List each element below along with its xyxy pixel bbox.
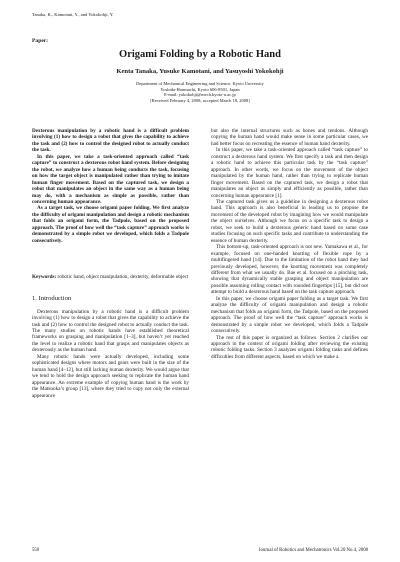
running-head: Tanaka, K., Kamotani, Y., and Yokokohji, Y.: [32, 12, 114, 17]
right-column: [211, 128, 368, 544]
affiliation-email: E-mail: yokokohji@mech.kyoto-u.ac.jp: [164, 92, 236, 98]
received-dates: [Received February 4, 2008; accepted March 18, 2008]: [150, 98, 250, 104]
body-paragraph: The rest of this paper is organized as follows. Section 2 clarifies our approach in the context of origami folding after reviewing the existing robotic folding tasks. Section 3 analyzes origami folding tasks and defines difficulties from different aspects, based on which we make a: [211, 334, 368, 360]
paper-title: Origami Folding by a Robotic Hand: [119, 49, 281, 60]
abstract: [32, 128, 189, 244]
body-paragraph: In this paper, we choose origami paper folding as a target task. We first analyze the difficulty of origami manipulation and design a robotic mechanism that folds an origami form, the Tadpole, based on the proposed approach. The proof of how well the “task capture” approach works is demonstrated by a simple robot we developed, which folds a Tadpole consecutively.: [211, 295, 368, 335]
left-column: [32, 128, 189, 544]
abstract-paragraph: Dexterous manipulation by a robotic hand is a difficult problem involving (1) how to design a robot that gives the capability to achieve the task and (2) how to control the designed robot to actually conduct the task.: [32, 128, 189, 154]
section-label: Paper:: [32, 38, 49, 44]
abstract-paragraph: As a target task, we choose origami paper folding. We first analyze the difficulty of origami manipulation and design a robotic mechanism that folds an origami form, the Tadpole, based on the proposed approach. The proof of how well the “task capture” approach works is demonstrated by a simple robot we developed, which folds a Tadpole consecutively.: [32, 205, 189, 244]
keywords-label: Keywords:: [32, 274, 57, 281]
section-heading: 1. Introduction: [32, 294, 72, 302]
body-paragraph: The captured task gives us a guideline in designing a dexterous robot hand. This approach is also beneficial in leading us to propose the movement of the developed robot by imagining how we would manipulate the object ourselves. Although we focus on a specific task to design a robot, we seek to build a dexterous generic hand based on some case studies focusing on such specific tasks and contribute to understanding the essence of human dexterity.: [211, 198, 368, 244]
keywords: [32, 274, 189, 280]
affiliation-address: Yoshida-Honmachi, Kyoto 606-8501, Japan: [160, 86, 240, 92]
body-paragraph: but also the internal structures such as bones and tendons. Although copying the human hand would make sense in some particular cases, we had better focus on recreating the essence of human hand dexterity.: [211, 128, 368, 147]
body-paragraph: Dexterous manipulation by a robotic hand is a difficult problem involving (1) how to design a robot that gives the capability to achieve the task and (2) how to control the designed robot to actually conduct the task. The many studies on robotic hands have established theoretical frameworks on grasping and manipulation [1–3], but haven’t yet reached the level to realize a robotic hand that grasps and manipulates objects as dexterously as the human hand.: [32, 308, 189, 354]
abstract-paragraph: In this paper, we take a task-oriented approach called “task capture” to construct a dexterous robot hand system. Before designing the robot, we analyze how a human being conducts the task, focusing on how the target object is manipulated rather than trying to imitate human finger movement. Based on the captured task, we design a robot that manipulates an object in the same way as a human being may do, with a mechanism as simple as possible, rather than concerning human appearance.: [32, 153, 189, 205]
page-number: 550: [32, 548, 40, 553]
keywords-text: robotic hand, object manipulation, dexterity, deformable object: [57, 274, 189, 281]
body-paragraph: In this paper, we take a task-oriented approach called “task capture” to construct a dexterous hand system. We first specify a task and then design a robotic hand to achieve this particular task by the “task capture” approach. In other words, we focus on the movement of the object manipulated by the human hand, rather than trying to replicate human finger movement. Based on the captured task, we design a robot that manipulates an object as simply and efficiently as possible, rather than concerning human appearance [1].: [211, 147, 368, 199]
body-paragraph: Many robotic hands were actually developed, including some sophisticated designs where motors and gears were built in the size of the human hand [4–12], but still lacking human dexterity. We would argue that we tend to hold the design approach seeking to replicate the human hand appearance. An extreme example of copying human hand is the work by the Matsuoka’s group [13], where they tried to copy not only the external appearance: [32, 353, 189, 399]
author-list: Kenta Tanaka, Yusuke Kamotani, and Yasuyoshi Yokokohji: [116, 68, 284, 75]
body-paragraph: This bottom-up, task-oriented approach is not new. Yamakawa et al., for example, focused on one-handed knotting of flexible rope by a multifingered hand [14]. Due to the limitation of the robot hand they had previously developed, however, the knotting movement was completely different from what we usually do. Bae et al. focused on a pinching task, showing that dynamically stable grasping and object manipulation are possible assuming rolling contact with rounded fingertips [15], but did not attempt to build a dexterous hand based on the task capture approach.: [211, 244, 368, 296]
affiliation-department: Department of Mechanical Engineering and Science, Kyoto University: [136, 81, 264, 86]
affiliation-block: [32, 81, 368, 104]
section-body: [32, 309, 189, 399]
journal-footer: Journal of Robotics and Mechatronics Vol.20 No.4, 2008: [258, 548, 368, 553]
